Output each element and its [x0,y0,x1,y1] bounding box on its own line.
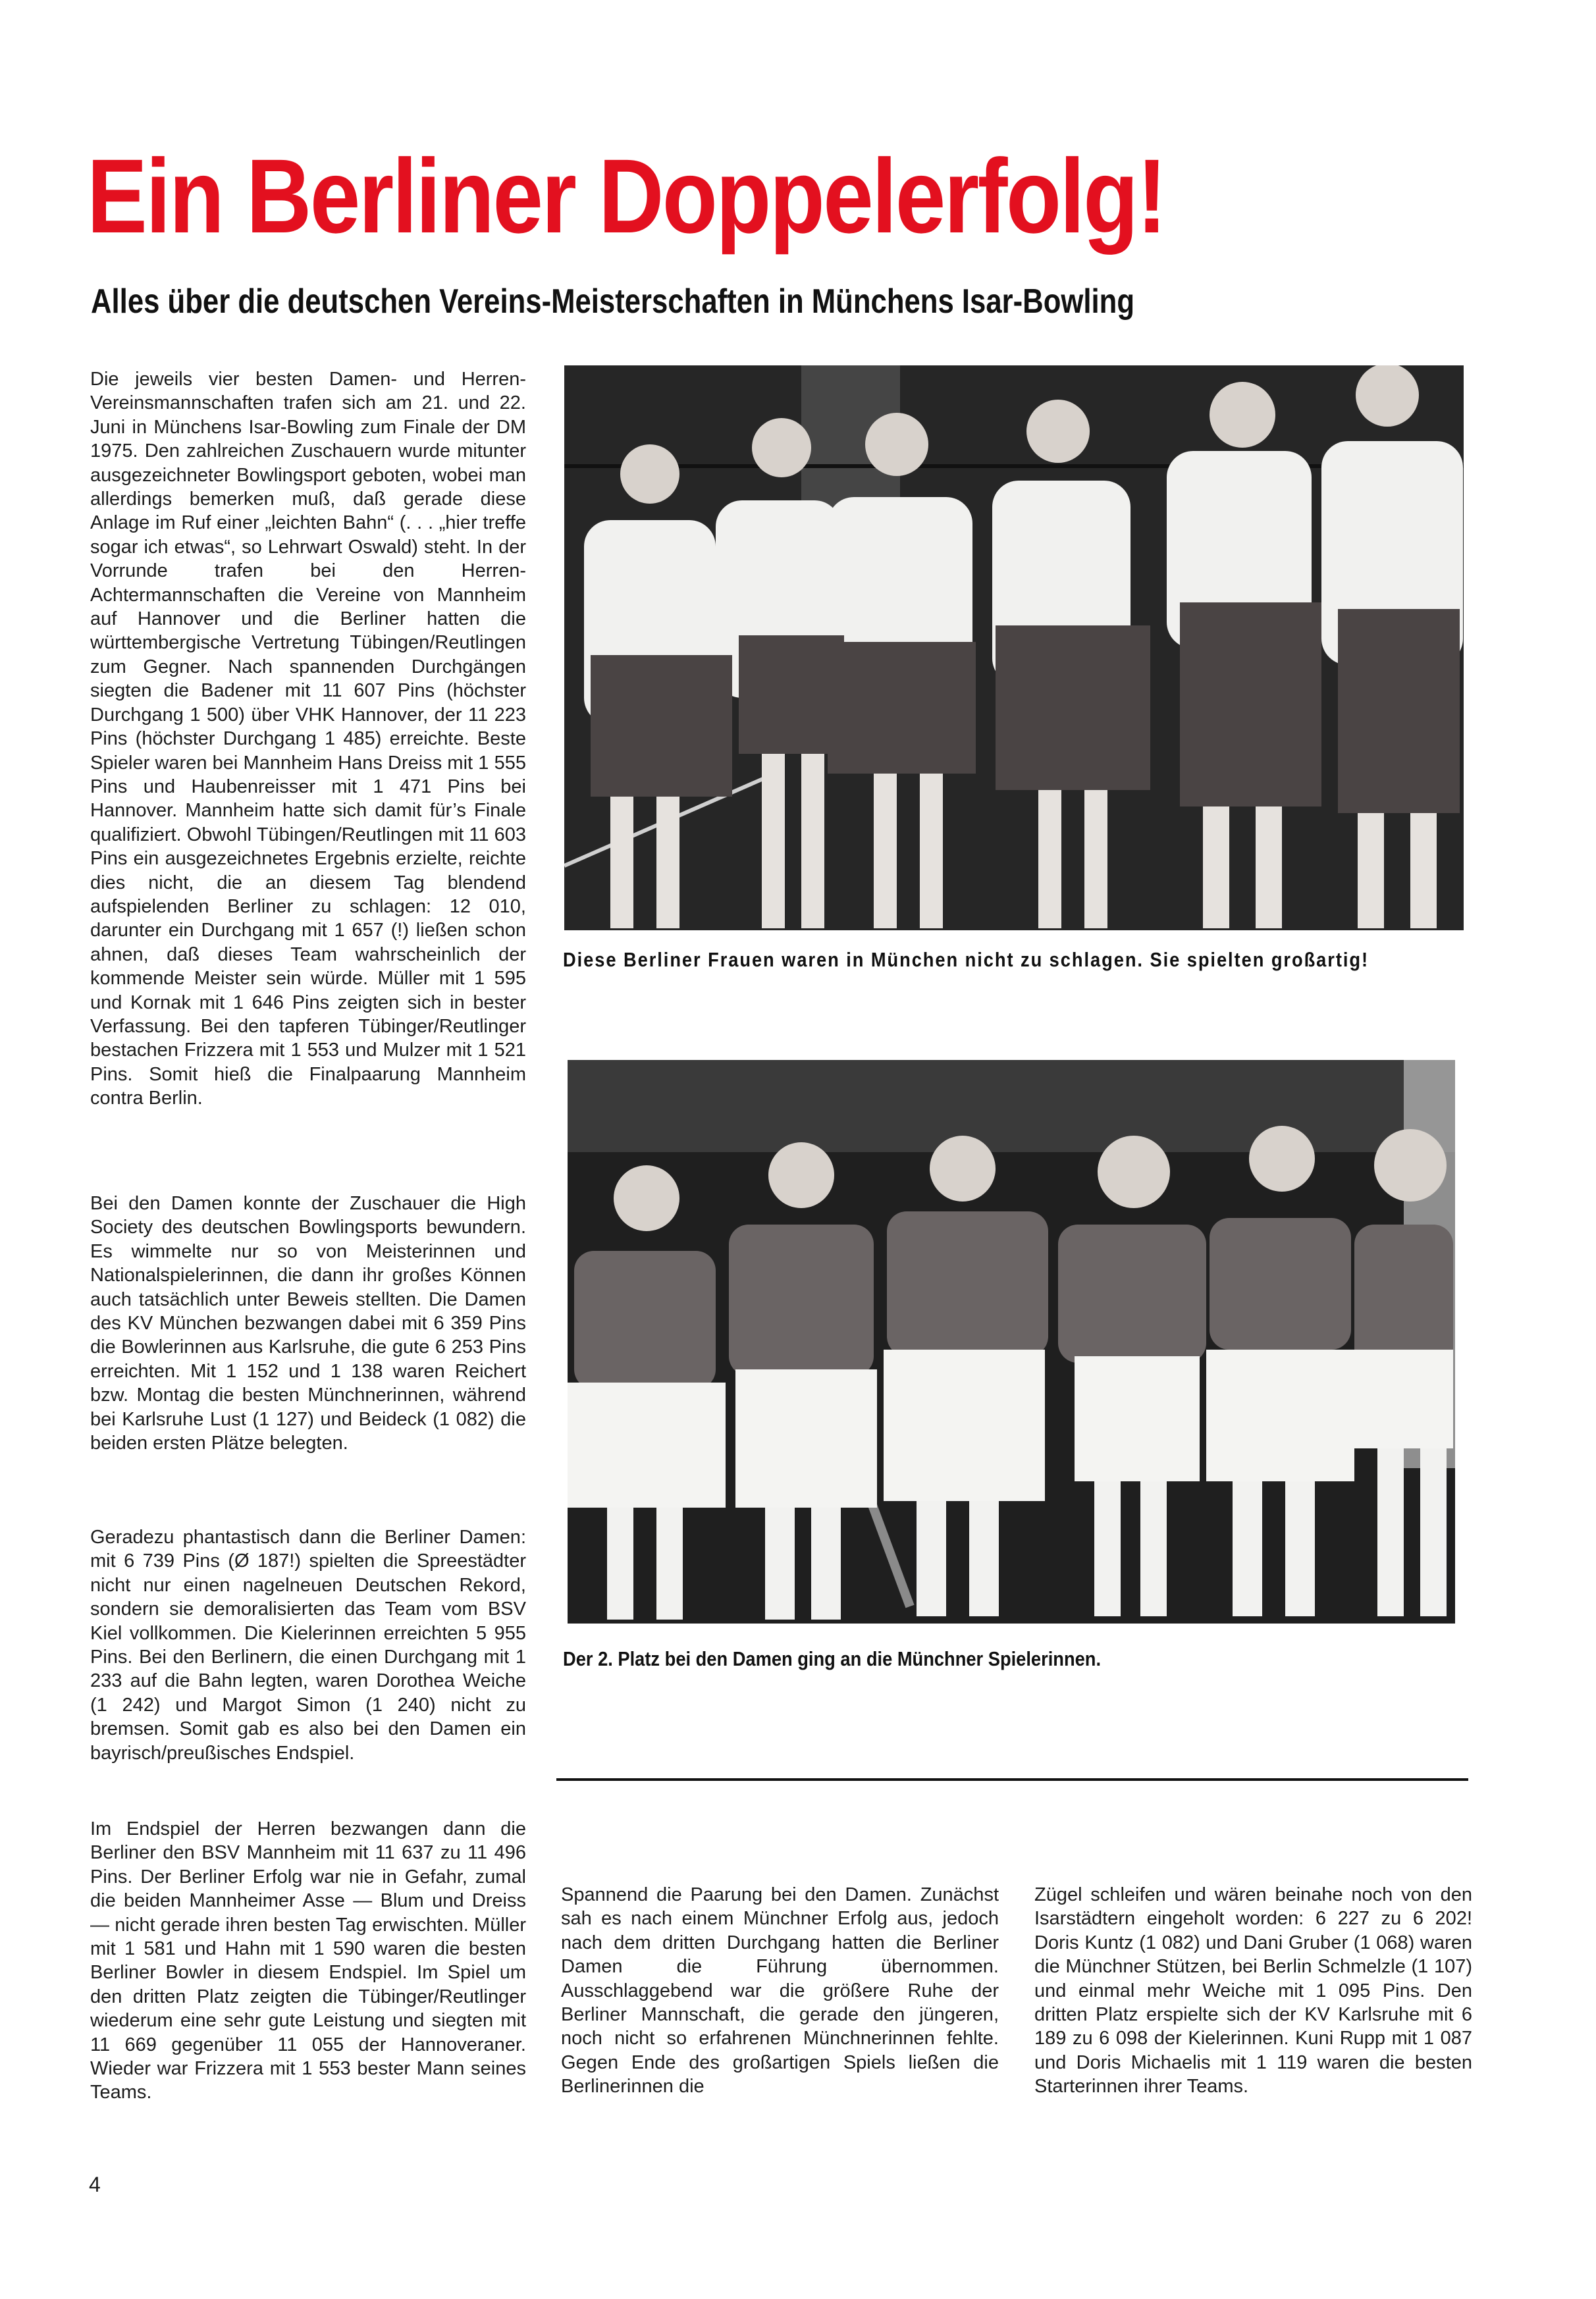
photo-berlin-team [564,365,1464,930]
photo-caption-1: Diese Berliner Frauen waren in München nicht zu schlagen. Sie spielten großartig! [563,948,1369,971]
body-paragraph: Bei den Damen konnte der Zuschauer die High Society des deutschen Bowlingsports bewundern. Es wimmelte nur so von Meisterinnen und Nationalspielerinnen, die dann ihr großes Können auch tatsächlich unter Beweis stellten. Die Damen des KV München bezwangen dabei mit 6 359 Pins die Bowlerinnen aus Karlsruhe, die gute 6 253 Pins erreichten. Mit 1 152 und 1 138 waren Reichert bzw. Montag die besten Münchnerinnen, während bei Karlsruhe Lust (1 127) und Beideck (1 082) die beiden ersten Plätze belegten. [90,1193,526,1454]
article-title: Ein Berliner Doppelerfolg! [87,137,1165,255]
left-column-para-3 [90,1525,526,1765]
left-column-para-4 [90,1817,526,2105]
left-column-para-2 [90,1192,526,1455]
body-paragraph: Zügel schleifen und wären beinahe noch von den Isarstädtern eingeholt worden: 6 227 zu 6 202! Doris Kuntz (1 082) und Dani Gruber (1 068) waren die Münchner Stützen, bei Berlin Schmelzle (1 107) und einmal mehr Weiche mit 1 095 Pins. Den dritten Platz erspielte sich der KV Karlsruhe mit 6 189 zu 6 098 der Kielerinnen. Kuni Rupp mit 1 087 und Doris Michaelis mit 1 119 waren die besten Starterinnen ihrer Teams. [1034,1884,1472,2098]
article-subtitle: Alles über die deutschen Vereins-Meisterschaften in Münchens Isar-Bowling [91,282,1135,321]
left-column-para-1 [90,367,526,1111]
body-paragraph: Die jeweils vier besten Damen- und Herren-Vereinsmannschaften trafen sich am 21. und 22. Juni in Münchens Isar-Bowling zum Finale der DM 1975. Den zahlreichen Zuschauern wurde mitunter ausgezeichneter Bowlingsport geboten, wobei man allerdings bemerken muß, daß gerade diese Anlage im Ruf einer „leichten Bahn“ (. . . „hier treffe sogar ich etwas“, so Lehrwart Oswald) steht. In der Vorrunde trafen bei den Herren-Achtermannschaften die Vereine von Mannheim auf Hannover und die Berliner hatten die württembergische Vertretung Tübingen/Reutlingen zum Gegner. Nach spannenden Durchgängen siegten die Badener mit 11 607 Pins (höchster Durchgang 1 500) über VHK Hannover, der 11 223 Pins (höchster Durchgang 1 485) erreichte. Beste Spieler waren bei Mannheim Hans Dreiss mit 1 555 Pins und Haubenreisser mit 1 471 Pins bei Hannover. Mannheim hatte sich damit für’s Finale qualifiziert. Obwohl Tübingen/Reutlingen mit 11 603 Pins ein ausgezeichnetes Ergebnis erzielte, reichte dies nicht, die an diesem Tag blendend aufspielenden Berliner zu schlagen: 12 010, darunter ein Durchgang mit 1 657 (!) ließen schon ahnen, daß dieses Team wahrscheinlich der kommende Meister sein würde. Müller mit 1 595 und Kornak mit 1 646 Pins zeigten sich in bester Verfassung. Bei den tapferen Tübinger/Reutlinger bestachen Frizzera mit 1 553 und Mulzer mit 1 521 Pins. Somit hieß die Finalpaarung Mannheim contra Berlin. [90,369,526,1109]
body-paragraph: Geradezu phantastisch dann die Berliner Damen: mit 6 739 Pins (Ø 187!) spielten die Spreestädter nicht nur einen nagelneuen Deutschen Rekord, sondern sie demoralisierten das Team vom BSV Kiel vollkommen. Die Kielerinnen erreichten 5 955 Pins. Bei den Berlinern, die einen Durchgang mit 1 233 auf die Bahn legten, waren Dorothea Weiche (1 242) und Margot Simon (1 240) nicht zu bremsen. Somit gab es also bei den Damen ein bayrisch/preußisches Endspiel. [90,1527,526,1764]
middle-column [561,1883,999,2099]
team-photo-illustration [568,1060,1455,1624]
team-photo-illustration [564,365,1464,930]
section-divider [556,1778,1468,1781]
right-column [1034,1883,1472,2099]
body-paragraph: Spannend die Paarung bei den Damen. Zunächst sah es nach einem Münchner Erfolg aus, jedoch nach dem dritten Durchgang hatten die Berliner Damen die Führung übernommen. Ausschlaggebend war die größere Ruhe der Berliner Mannschaft, die gerade den jüngeren, noch nicht so erfahrenen Münchnerinnen fehlte. Gegen Ende des großartigen Spiels ließen die Berlinerinnen die [561,1884,999,2098]
page-number: 4 [89,2173,101,2196]
photo-munich-team [568,1060,1455,1624]
photo-caption-2: Der 2. Platz bei den Damen ging an die Münchner Spielerinnen. [563,1647,1102,1670]
body-paragraph: Im Endspiel der Herren bezwangen dann die Berliner den BSV Mannheim mit 11 637 zu 11 496 Pins. Der Berliner Erfolg war nie in Gefahr, zumal die beiden Mannheimer Asse — Blum und Dreiss — nicht gerade ihren besten Tag erwischten. Müller mit 1 581 und Hahn mit 1 590 waren die besten Berliner Bowler in diesem Endspiel. Im Spiel um den dritten Platz zeigten die Tübinger/Reutlinger wiederum eine sehr gute Leistung und siegten mit 11 669 gegenüber 11 055 der Hannoveraner. Wieder war Frizzera mit 1 553 bester Mann seines Teams. [90,1818,526,2103]
